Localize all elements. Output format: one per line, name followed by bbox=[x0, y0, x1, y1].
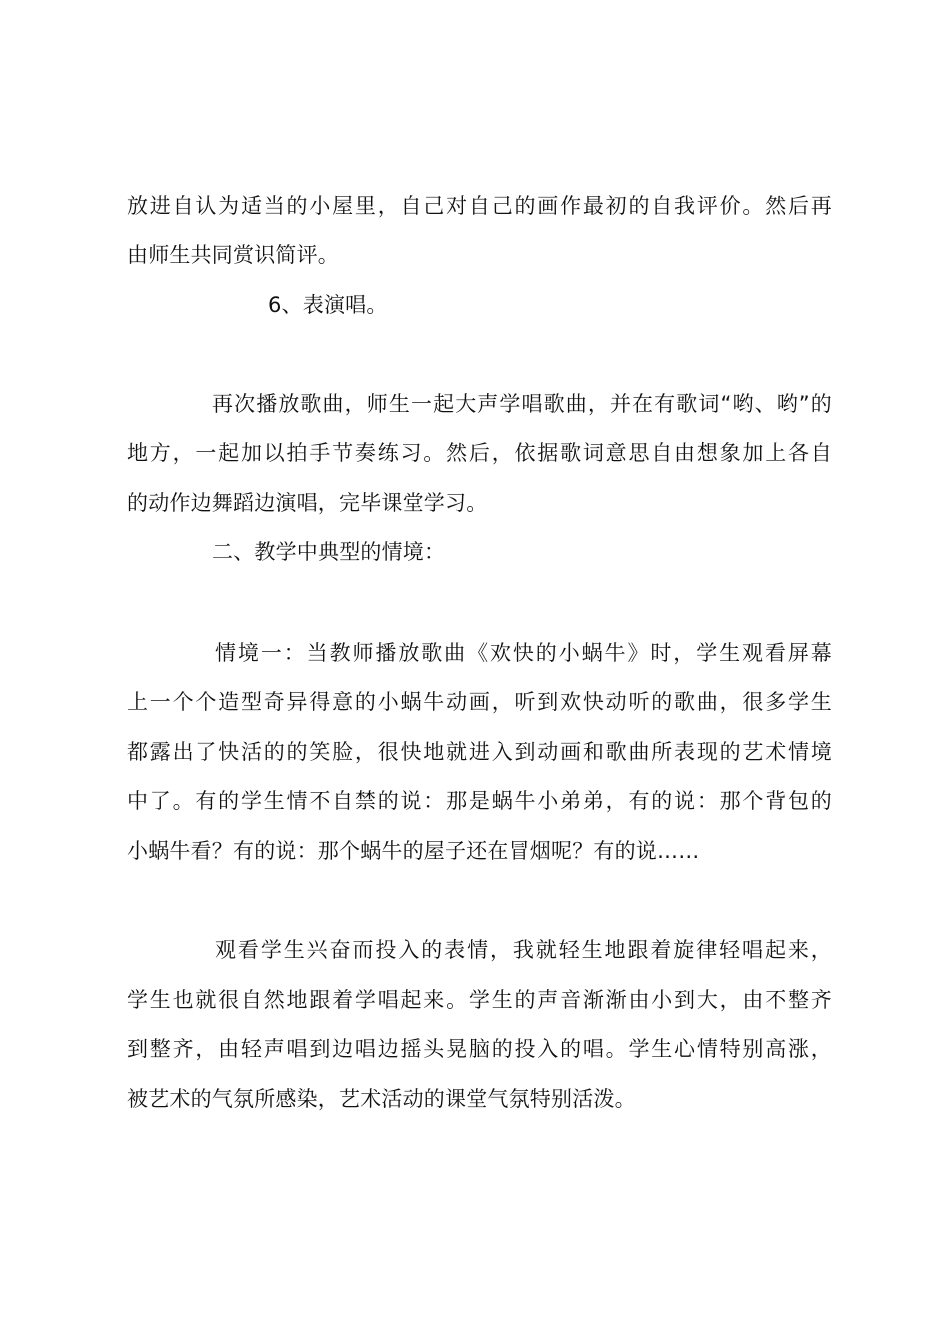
paragraph-line: 被艺术的气氛所感染，艺术活动的课堂气氛特别活泼。 bbox=[127, 1087, 636, 1111]
paragraph-line: 由师生共同赏识简评。 bbox=[127, 243, 339, 267]
paragraph-line: 情境一：当教师播放歌曲《欢快的小蜗牛》时，学生观看屏幕 bbox=[215, 641, 832, 665]
paragraph-line: 观看学生兴奋而投入的表情，我就轻生地跟着旋律轻唱起来， bbox=[215, 938, 832, 962]
paragraph-line: 地方，一起加以拍手节奏练习。然后，依据歌词意思自由想象加上各自 bbox=[127, 441, 832, 465]
paragraph-line: 再次播放歌曲，师生一起大声学唱歌曲，并在有歌词“哟、哟”的 bbox=[212, 392, 832, 416]
paragraph-line: 到整齐，由轻声唱到边唱边摇头晃脑的投入的唱。学生心情特别高涨， bbox=[127, 1037, 832, 1061]
paragraph-line: 的动作边舞蹈边演唱，完毕课堂学习。 bbox=[127, 491, 488, 515]
paragraph-line: 上一个个造型奇异得意的小蜗牛动画，听到欢快动听的歌曲，很多学生 bbox=[127, 690, 832, 714]
section-heading: 二、教学中典型的情境： bbox=[212, 540, 446, 564]
paragraph-line: 学生也就很自然地跟着学唱起来。学生的声音渐渐由小到大，由不整齐 bbox=[127, 988, 832, 1012]
paragraph-line: 放进自认为适当的小屋里，自己对自己的画作最初的自我评价。然后再 bbox=[127, 194, 832, 218]
paragraph-line: 小蜗牛看？有的说：那个蜗牛的屋子还在冒烟呢？有的说…… bbox=[127, 839, 700, 863]
paragraph-line: 都露出了快活的的笑脸，很快地就进入到动画和歌曲所表现的艺术情境 bbox=[127, 740, 832, 764]
paragraph-line: 中了。有的学生情不自禁的说：那是蜗牛小弟弟，有的说：那个背包的 bbox=[127, 789, 832, 813]
section-heading: 6、表演唱。 bbox=[268, 293, 388, 317]
